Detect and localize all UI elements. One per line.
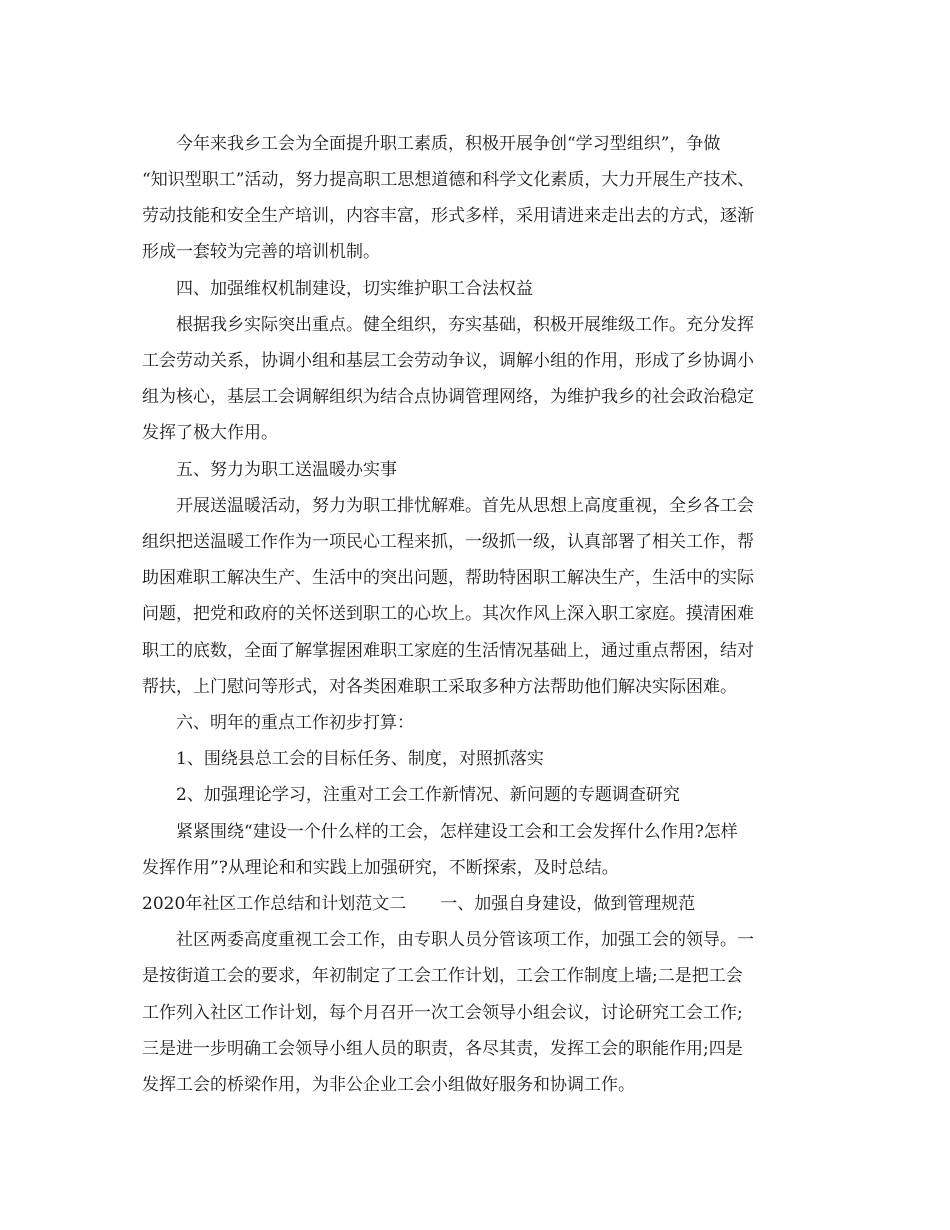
- list-item-1: 1、围绕县总工会的目标任务、制度，对照抓落实: [176, 749, 544, 769]
- paragraph-2-line-1: 根据我乡实际突出重点。健全组织，夯实基础，积极开展维级工作。充分发挥: [176, 315, 754, 335]
- paragraph-5-line-4: 三是进一步明确工会领导小组人员的职责，各尽其责，发挥工会的职能作用;四是: [142, 1039, 743, 1059]
- paragraph-3-line-6: 帮扶，上门慰问等形式，对各类困难职工采取多种方法帮助他们解决实际困难。: [142, 677, 737, 697]
- section-heading-5: 五、努力为职工送温暖办实事: [176, 460, 397, 480]
- paragraph-3-line-3: 助困难职工解决生产、生活中的突出问题，帮助特困职工解决生产，生活中的实际: [142, 568, 754, 588]
- paragraph-5-line-5: 发挥工会的桥梁作用，为非公企业工会小组做好服务和协调工作。: [142, 1075, 635, 1095]
- paragraph-3-line-4: 问题，把党和政府的关怀送到职工的心坎上。其次作风上深入职工家庭。摸清困难: [142, 604, 754, 624]
- paragraph-1-line-4: 形成一套较为完善的培训机制。: [142, 242, 380, 262]
- document-title-heading: 2020年社区工作总结和计划范文二 一、加强自身建设，做到管理规范: [142, 894, 696, 914]
- paragraph-5-line-3: 工作列入社区工作计划，每个月召开一次工会领导小组会议，讨论研究工会工作;: [142, 1003, 743, 1023]
- paragraph-5-line-2: 是按街道工会的要求，年初制定了工会工作计划，工会工作制度上墙;二是把工会: [142, 966, 743, 986]
- paragraph-1-line-2: “知识型职工”活动，努力提高职工思想道德和科学文化素质，大力开展生产技术、: [142, 170, 755, 190]
- paragraph-2-line-3: 组为核心，基层工会调解组织为结合点协调管理网络，为维护我乡的社会政治稳定: [142, 387, 754, 407]
- paragraph-1-line-1: 今年来我乡工会为全面提升职工素质，积极开展争创“学习型组织”，争做: [176, 134, 721, 154]
- paragraph-1-line-3: 劳动技能和安全生产培训，内容丰富，形式多样，采用请进来走出去的方式，逐渐: [142, 206, 754, 226]
- paragraph-4-line-1: 紧紧围绕“建设一个什么样的工会，怎样建设工会和工会发挥什么作用?怎样: [176, 822, 738, 842]
- paragraph-4-line-2: 发挥作用”?从理论和和实践上加强研究，不断探索，及时总结。: [142, 858, 619, 878]
- section-heading-4: 四、加强维权机制建设，切实维护职工合法权益: [176, 279, 533, 299]
- paragraph-2-line-2: 工会劳动关系，协调小组和基层工会劳动争议，调解小组的作用，形成了乡协调小: [142, 351, 754, 371]
- paragraph-3-line-2: 组织把送温暖工作作为一项民心工程来抓，一级抓一级，认真部署了相关工作，帮: [142, 532, 754, 552]
- paragraph-5-line-1: 社区两委高度重视工会工作，由专职人员分管该项工作，加强工会的领导。一: [176, 930, 754, 950]
- paragraph-3-line-1: 开展送温暖活动，努力为职工排忧解难。首先从思想上高度重视，全乡各工会: [176, 496, 754, 516]
- paragraph-3-line-5: 职工的底数，全面了解掌握困难职工家庭的生活情况基础上，通过重点帮困，结对: [142, 641, 754, 661]
- paragraph-2-line-4: 发挥了极大作用。: [142, 423, 278, 443]
- list-item-2: 2、加强理论学习，注重对工会工作新情况、新问题的专题调查研究: [176, 785, 680, 805]
- section-heading-6: 六、明年的重点工作初步打算：: [176, 713, 414, 733]
